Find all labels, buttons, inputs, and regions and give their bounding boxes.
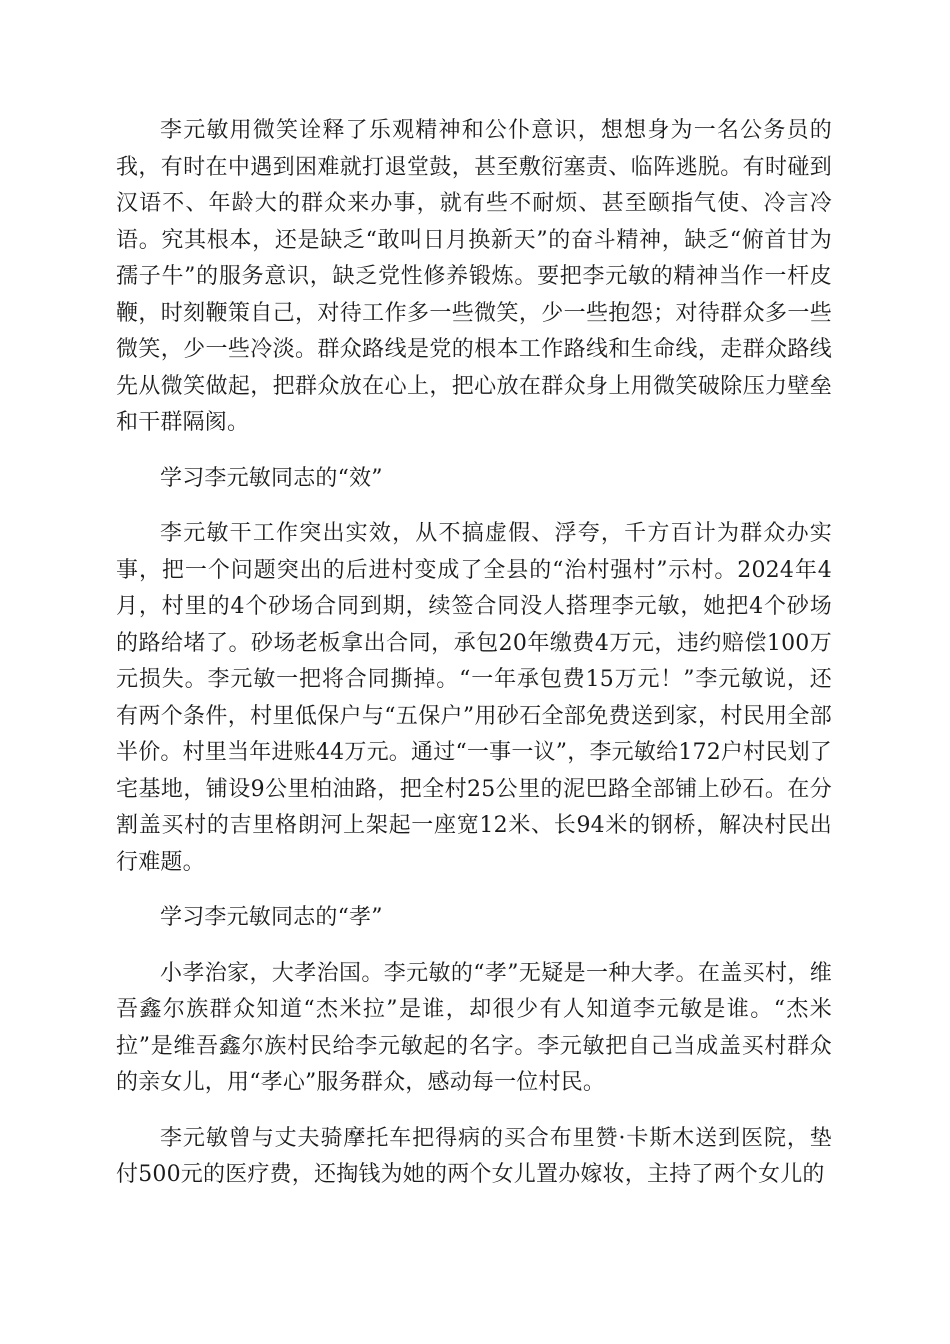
- section-heading-efficiency: 学习李元敏同志的“效”: [160, 465, 383, 491]
- document-body: [116, 113, 832, 1213]
- section-heading-filial: 学习李元敏同志的“孝”: [160, 905, 383, 930]
- paragraph-efficiency: 李元敏干工作突出实效，从不搞虚假、浮夸，千方百计为群众办实事，把一个问题突出的后进村变成了全县的“治村强村”示村。2024年4月，村里的4个砂场合同到期，续签合同没人搭理李元敏，她把4个砂场的路给堵了。砂场老板拿出合同，承包20年缴费4万元，违约赔偿100万元损失。李元敏一把将合同撕掉。“一年承包费15万元！”李元敏说，还有两个条件，村里低保户与“五保户”用砂石全部免费送到家，村民用全部半价。村里当年进账44万元。通过“一事一议”，李元敏给172户村民划了宅基地，铺设9公里柏油路，把全村25公里的泥巴路全部铺上砂石。在分割盖买村的吉里格朗河上架起一座宽12米、长94米的钢桥，解决村民出行难题。: [116, 521, 832, 875]
- paragraph-filial-example: 李元敏曾与丈夫骑摩托车把得病的买合布里赞·卡斯木送到医院，垫付500元的医疗费，还掏钱为她的两个女儿置办嫁妆，主持了两个女儿的: [116, 1125, 832, 1187]
- paragraph-smile-reflection: 李元敏用微笑诠释了乐观精神和公仆意识，想想身为一名公务员的我，有时在中遇到困难就打退堂鼓，甚至敷衍塞责、临阵逃脱。有时碰到汉语不、年龄大的群众来办事，就有些不耐烦、甚至颐指气使、冷言冷语。究其根本，还是缺乏“敢叫日月换新天”的奋斗精神，缺乏“俯首甘为孺子牛”的服务意识，缺乏党性修养锻炼。要把李元敏的精神当作一杆皮鞭，时刻鞭策自己，对待工作多一些微笑，少一些抱怨；对待群众多一些微笑，少一些冷淡。群众路线是党的根本工作路线和生命线，走群众路线先从微笑做起，把群众放在心上，把心放在群众身上用微笑破除压力壁垒和干群隔阂。: [116, 118, 832, 435]
- paragraph-filial-intro: 小孝治家，大孝治国。李元敏的“孝”无疑是一种大孝。在盖买村，维吾鑫尔族群众知道“杰米拉”是谁，却很少有人知道李元敏是谁。“杰米拉”是维吾鑫尔族村民给李元敏起的名字。李元敏把自己当成盖买村群众的亲女儿，用“孝心”服务群众，感动每一位村民。: [116, 960, 832, 1095]
